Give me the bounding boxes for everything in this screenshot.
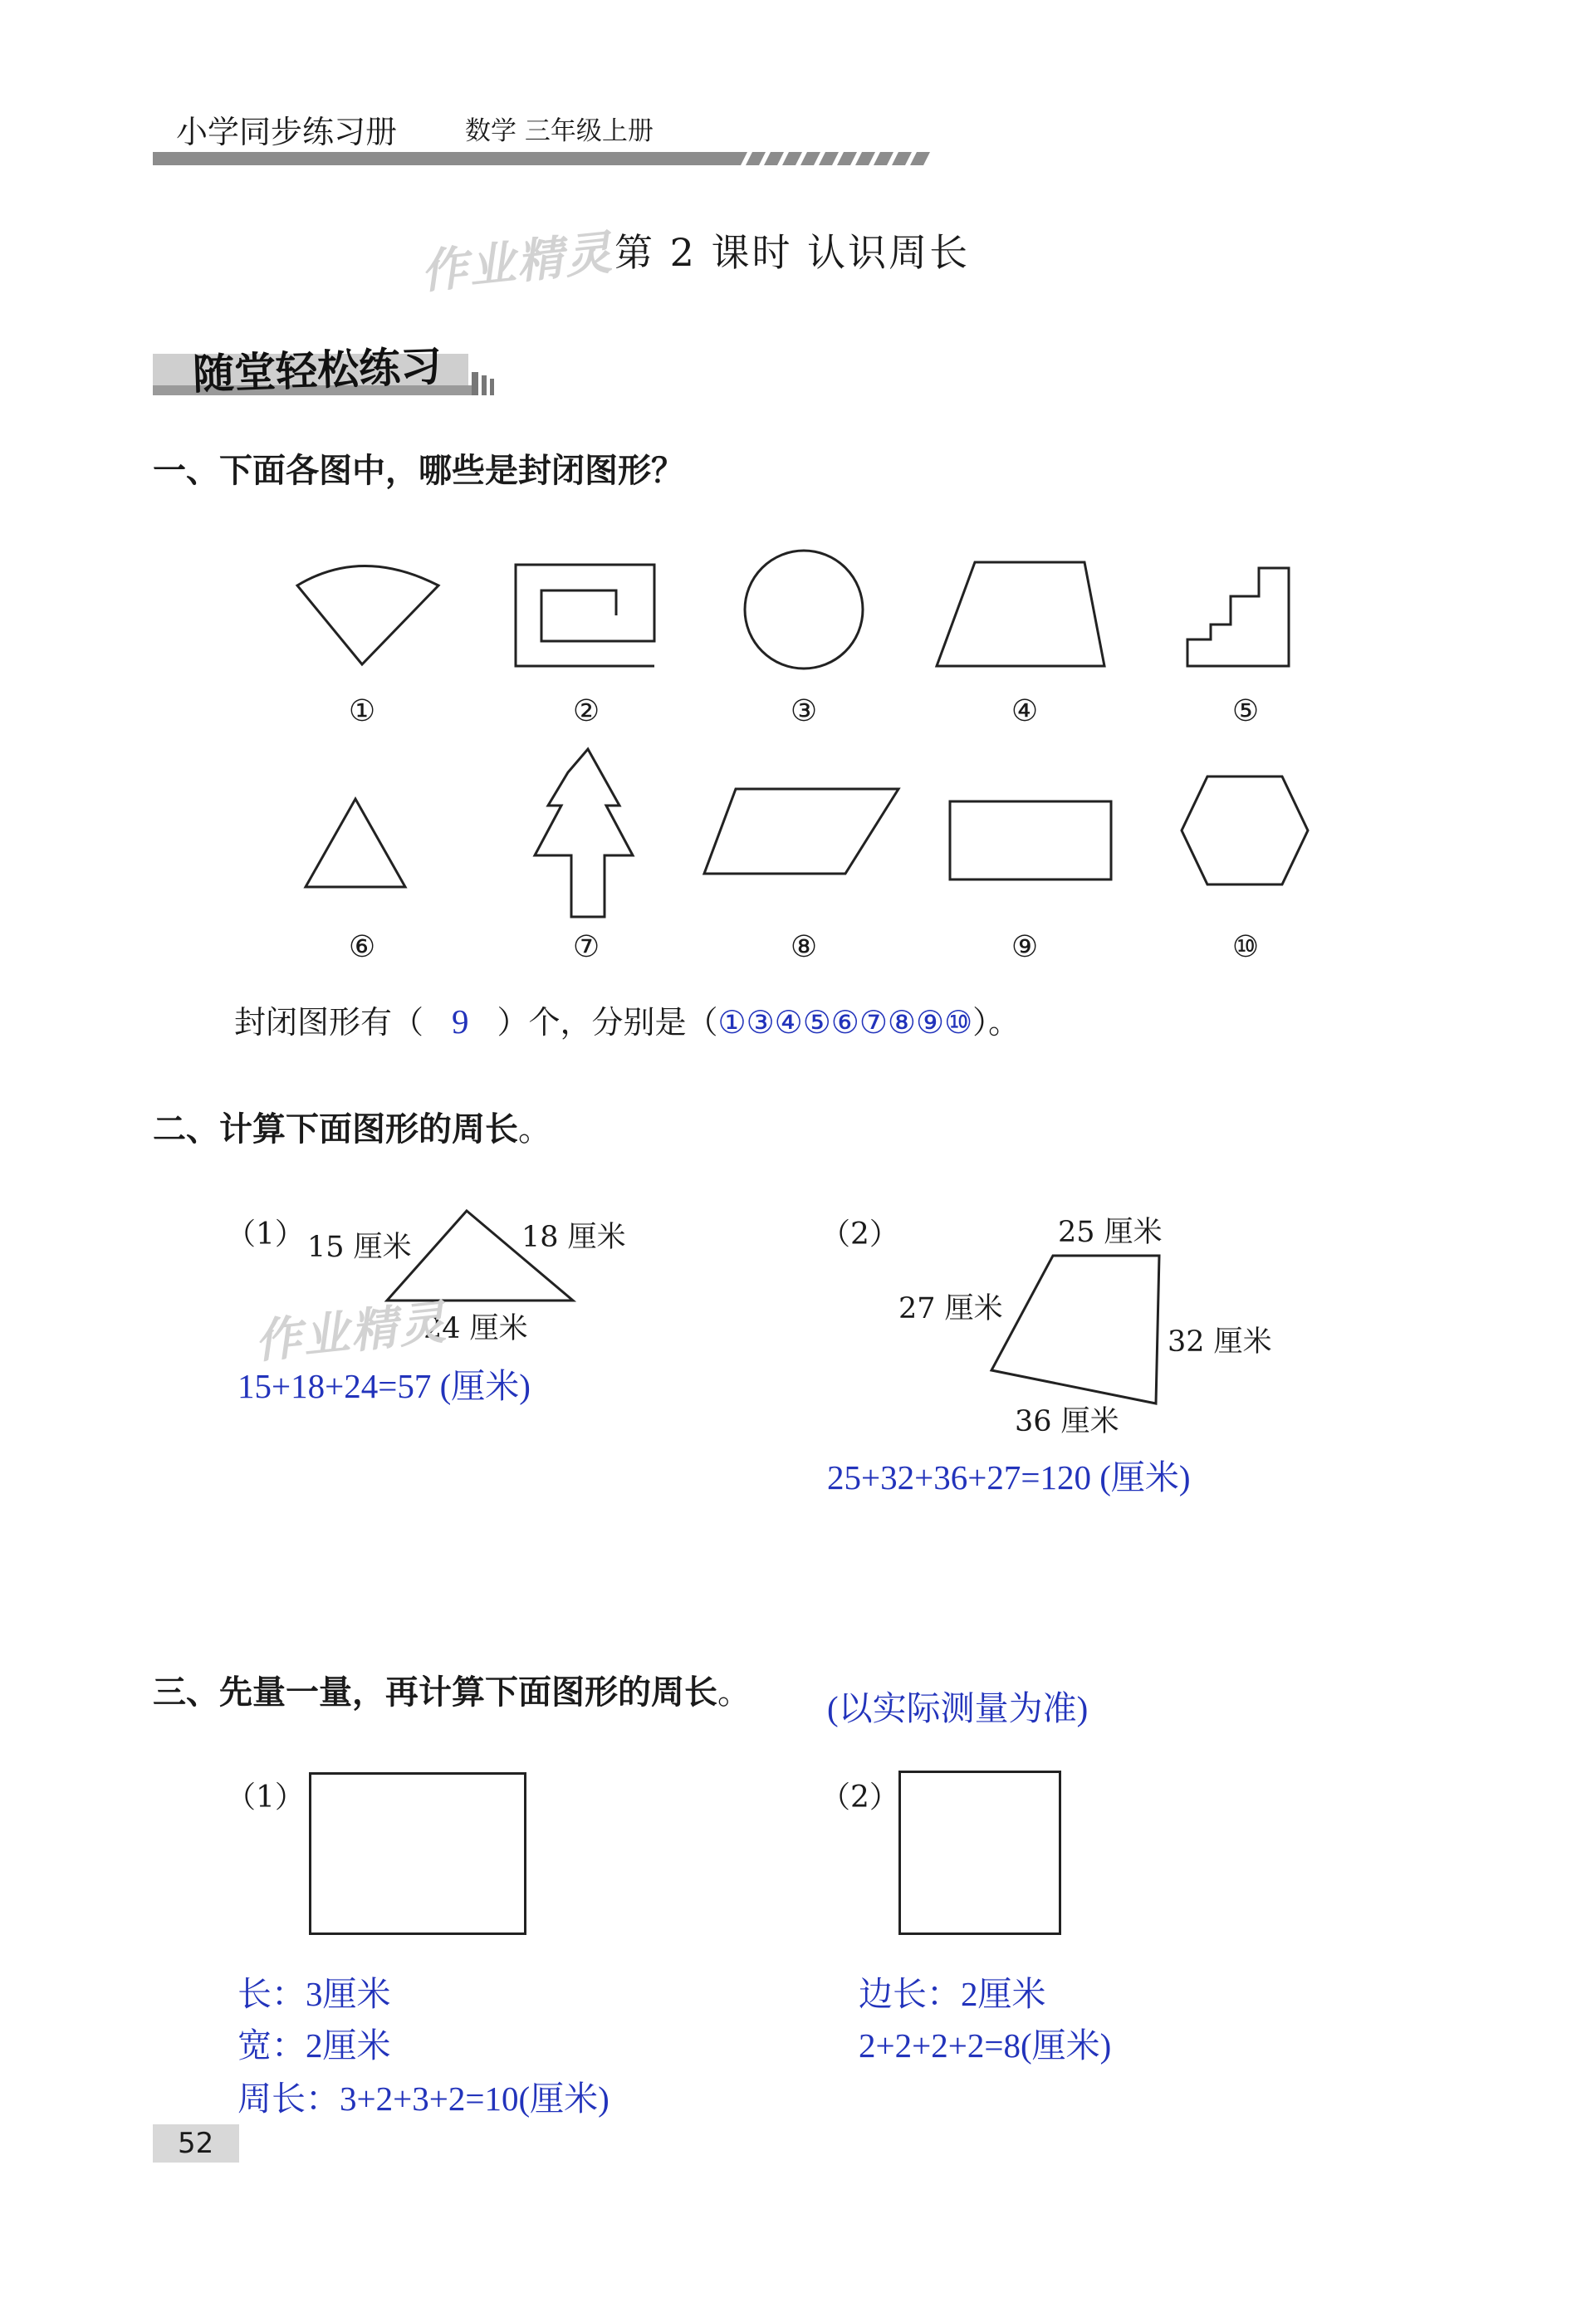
q1-title: 一、下面各图中，哪些是封闭图形？ bbox=[153, 452, 684, 490]
q3-p1-length: 长：3厘米 bbox=[237, 1975, 391, 2013]
figure-2-open-shape bbox=[516, 565, 654, 666]
figure-4-trapezoid bbox=[937, 562, 1104, 666]
q1-answer-list: ①③④⑤⑥⑦⑧⑨⑩ bbox=[717, 1006, 973, 1041]
q3-p2-perimeter: 2+2+2+2=8(厘米) bbox=[859, 2026, 1112, 2065]
q2-p1-answer: 15+18+24=57 (厘米) bbox=[237, 1367, 531, 1405]
q3-title bbox=[153, 1666, 751, 1713]
figure-9-label: ⑨ bbox=[1011, 930, 1039, 964]
section-banner-text: 随堂轻松练习 bbox=[192, 341, 443, 399]
q2-p2-top: 25 厘米 bbox=[1058, 1216, 1163, 1249]
q2-quadrilateral bbox=[991, 1256, 1159, 1403]
q2-p2-bottom: 36 厘米 bbox=[1015, 1405, 1119, 1438]
q3-p1-width: 宽：2厘米 bbox=[237, 2026, 391, 2065]
q2-p1-label: （1） bbox=[226, 1217, 305, 1252]
lesson-title: 第 2 课时 认识周长 bbox=[614, 230, 971, 275]
q2-title-text: 二、计算下面图形的周长 bbox=[153, 1110, 518, 1149]
q3-p2-label: （2） bbox=[820, 1781, 899, 1815]
figure-7-label: ⑦ bbox=[572, 930, 600, 964]
figure-1-label: ① bbox=[348, 694, 376, 728]
watermark: 作业精灵 bbox=[418, 226, 616, 300]
q1-fill-line bbox=[234, 997, 1020, 1042]
header-stripe bbox=[153, 152, 935, 165]
q1-fill-mid: ）个，分别是（ bbox=[497, 1004, 718, 1041]
figure-8-parallelogram bbox=[704, 789, 898, 874]
figure-10-hexagon bbox=[1182, 776, 1308, 884]
figure-10-label: ⑩ bbox=[1231, 930, 1260, 964]
figure-4-label: ④ bbox=[1011, 694, 1039, 728]
watermark-2: 作业精灵 bbox=[252, 1296, 450, 1369]
q1-fill-prefix: 封闭图形有（ bbox=[234, 1004, 424, 1041]
figure-3-circle bbox=[745, 551, 863, 669]
q2-p1-side-b: 18 厘米 bbox=[521, 1221, 626, 1254]
q2-title bbox=[153, 1103, 551, 1150]
q1-answer-count: 9 bbox=[452, 1002, 469, 1041]
q3-p2-side: 边长：2厘米 bbox=[859, 1975, 1046, 2013]
book-subject: 数学 三年级上册 bbox=[465, 116, 654, 146]
figure-8-label: ⑧ bbox=[790, 930, 818, 964]
q2-p2-label: （2） bbox=[820, 1217, 899, 1252]
q3-rectangle bbox=[309, 1772, 526, 1935]
page-number: 52 bbox=[153, 2124, 239, 2163]
figure-1-sector bbox=[297, 566, 438, 665]
figure-9-rectangle bbox=[950, 801, 1111, 879]
q2-p1-side-a: 15 厘米 bbox=[307, 1231, 412, 1264]
figure-5-label: ⑤ bbox=[1231, 694, 1260, 728]
figure-6-label: ⑥ bbox=[348, 930, 376, 964]
figure-6-triangle bbox=[306, 799, 405, 887]
figure-7-tree bbox=[535, 749, 633, 917]
q1-fill-suffix: ）。 bbox=[972, 1004, 1021, 1041]
q2-p2-right: 32 厘米 bbox=[1168, 1325, 1272, 1359]
q2-title-end: 。 bbox=[518, 1110, 551, 1149]
q3-title-text: 三、先量一量，再计算下面图形的周长 bbox=[153, 1673, 717, 1712]
figure-5-staircase bbox=[1187, 568, 1289, 666]
figure-3-label: ③ bbox=[790, 694, 818, 728]
q2-p1-side-c: 24 厘米 bbox=[423, 1312, 528, 1345]
book-title: 小学同步练习册 bbox=[176, 114, 398, 150]
q2-p2-answer: 25+32+36+27=120 (厘米) bbox=[827, 1458, 1191, 1496]
q3-p1-perimeter: 周长：3+2+3+2=10(厘米) bbox=[237, 2079, 610, 2118]
q3-square bbox=[898, 1771, 1061, 1935]
q3-p1-label: （1） bbox=[226, 1781, 305, 1815]
q3-note: (以实际测量为准) bbox=[827, 1689, 1089, 1727]
q2-p2-left: 27 厘米 bbox=[898, 1292, 1003, 1325]
q3-title-end: 。 bbox=[717, 1673, 751, 1712]
figure-2-label: ② bbox=[572, 694, 600, 728]
